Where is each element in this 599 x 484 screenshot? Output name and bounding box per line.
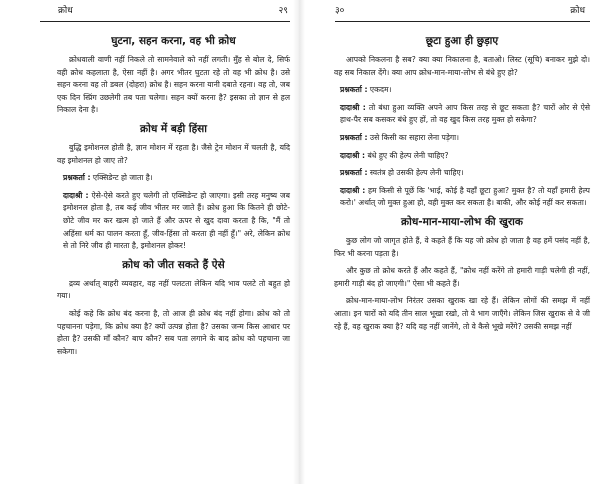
dialogue-paragraph (340, 84, 590, 97)
section-heading: घुटना, सहन करना, वह भी क्रोध (111, 35, 236, 47)
body-paragraph (57, 308, 290, 358)
body-paragraph (334, 265, 590, 290)
paragraph-text: क्रोधवाली वाणी नहीं निकले तो सामनेवाले को नहीं लगती। मुँह से बोल दे, सिर्फ वही क्रोध कहलाता है, ऐसा नहीं है। अगर भीतर घुटता रहे तो वह भी क्रोध है। उसे सहन करना वह तो डबल (दोहरा) क्रोध है। सहन करना यानी दबाते रहना। वह तो, जब एक दिन स्प्रिंग उछलेगी तब पता चलेगा। सहन क्यों करना है? इसका तो ज्ञान से हल निकाल देना है। (57, 55, 290, 115)
section-heading: क्रोध को जीत सकते हैं ऐसे (122, 258, 225, 271)
dialogue-paragraph (340, 102, 590, 127)
left-page (0, 0, 293, 484)
paragraph-text: आपको निकलना है सब? क्या क्या निकालना है, बताओ। लिस्ट (सूचि) बनाकर मुझे दो। वह सब निकाल देंगे। क्या आप क्रोध-मान-माया-लोभ से बंधे हुए हो? (334, 55, 590, 77)
dialogue-paragraph (63, 190, 290, 253)
paragraph-text: क्रोध-मान-माया-लोभ निरंतर उसका खुराक खा रहे हैं। लेकिन लोगों की समझ में नहीं आता। इन चारों को यदि तीन साल भूखा रखो, तो वे भाग जाएँगे। लेकिन जिस खुराक से वे जी रहे हैं, वह खुराक क्या है? यदि वह नहीं जानेंगे, तो वे कैसे भूखे मरेंगे? उसकी समझ नहीं (334, 296, 590, 331)
speaker-label: दादाश्री : (340, 102, 366, 112)
paragraph-text: हम किसी से पूछें कि 'भाई, कोई है यहाँ छूटा हुआ? मुक्त है? तो यहाँ हमारी हेल्प करो।' अर्थात् जो मुक्त हुआ हो, वही मुक्त कर सकता है। बाकी, और कोई नहीं कर सकता। (340, 185, 590, 208)
speaker-label: प्रश्नकर्ता : (340, 168, 368, 178)
paragraph-text: कुछ लोग जो जागृत होते हैं, वे कहते हैं कि यह जो क्रोध हो जाता है वह हमें पसंद नहीं है, फिर भी करना पड़ता है। (334, 235, 590, 258)
page-body (57, 34, 290, 363)
paragraph-text: तो बंधा हुआ व्यक्ति अपने आप किस तरह से छूट सकता है? चारों ओर से ऐसे हाथ-पैर सब कसकर बंधे हुए हों, तो वह खुद किस तरह मुक्त हो सकेगा? (340, 102, 590, 125)
body-paragraph (57, 142, 290, 167)
paragraph-text: स्वतंत्र हो उसकी हेल्प लेनी चाहिए। (367, 168, 464, 178)
running-head (58, 5, 288, 18)
paragraph-text: द्रव्य अर्थात् बाहरी व्यवहार, वह नहीं पलटता लेकिन यदि भाव पलटे तो बहुत हो गया। (57, 278, 290, 301)
paragraph-text: बुद्धि इमोशनल होती है, ज्ञान मोशन में रहता है। जैसे ट्रेन मोशन में चलती है, यदि वह इमोशनल हो जाए तो? (57, 142, 290, 165)
dialogue-paragraph (340, 185, 590, 210)
section-heading: क्रोध में बड़ी हिंसा (140, 122, 207, 135)
page-number: २९ (278, 6, 288, 16)
speaker-label: दादाश्री : (63, 190, 89, 200)
paragraph-text: ऐसे-ऐसे करते हुए चलेगी तो एक्सिडेन्ट हो जाएगा। इसी तरह मनुष्य जब इमोशनल होता है, तब कई जीव भीतर मर जाते हैं। क्रोध हुआ कि कितने ही छोटे-छोटे जीव मर कर खत्म हो जाते हैं और ऊपर से खुद दावा करता है कि, "मैं तो अहिंसा धर्म का पालन करता हूँ, जीव-हिंसा तो करता ही नहीं हूँ।" अरे, लेकिन क्रोध से तो निरे जीव ही मारता है, इमोशनल होकर! (63, 190, 290, 251)
paragraph-text: एक्सिडेन्ट हो जाता है। (90, 173, 153, 183)
running-head (335, 5, 585, 18)
speaker-label: प्रश्नकर्ता : (340, 85, 368, 95)
running-head-title: क्रोध (58, 6, 73, 16)
dialogue-paragraph (340, 167, 590, 180)
right-page (305, 0, 599, 484)
header-rule (40, 21, 290, 22)
page-number: ३० (335, 6, 345, 16)
speaker-label: दादाश्री : (340, 185, 366, 195)
paragraph-text: उसे किसी का सहारा लेना पड़ेगा। (367, 132, 460, 142)
paragraph-text: कोई कहे कि क्रोध बंद करना है, तो आज ही क्रोध बंद नहीं होगा। क्रोध को तो पहचानना पड़ेगा, कि क्रोध क्या है? क्यों उत्पन्न होता है? उसका जन्म किस आधार पर होता है? उसकी माँ कौन? बाप कौन? सब पता लगाने के बाद क्रोध को पहचाना जा सकेगा। (57, 308, 290, 356)
page-body (334, 34, 590, 338)
body-paragraph (57, 278, 290, 303)
speaker-label: दादाश्री : (340, 150, 366, 160)
speaker-label: प्रश्नकर्ता : (340, 132, 368, 142)
body-paragraph (334, 295, 590, 333)
section-heading: छूटा हुआ ही छुड़ाए (425, 35, 499, 47)
body-paragraph (334, 54, 590, 79)
body-paragraph (57, 54, 290, 117)
section-heading: क्रोध-मान-माया-लोभ की खुराक (401, 215, 523, 228)
dialogue-paragraph (63, 172, 290, 185)
dialogue-paragraph (340, 150, 590, 163)
body-paragraph (334, 235, 590, 260)
paragraph-text: एकदम। (367, 85, 392, 95)
book-gutter (293, 0, 305, 484)
header-rule (335, 21, 590, 22)
speaker-label: प्रश्नकर्ता : (63, 173, 91, 183)
paragraph-text: बंधे हुए की हेल्प लेनी चाहिए? (365, 150, 449, 160)
paragraph-text: और कुछ तो क्रोध करते हैं और कहते हैं, "क्रोध नहीं करेंगे तो हमारी गाड़ी चलेगी ही नहीं, हमारी गाड़ी बंद हो जाएगी।" ऐसा भी कहते हैं। (334, 266, 590, 288)
dialogue-paragraph (340, 132, 590, 145)
running-head-title: क्रोध (570, 6, 585, 16)
